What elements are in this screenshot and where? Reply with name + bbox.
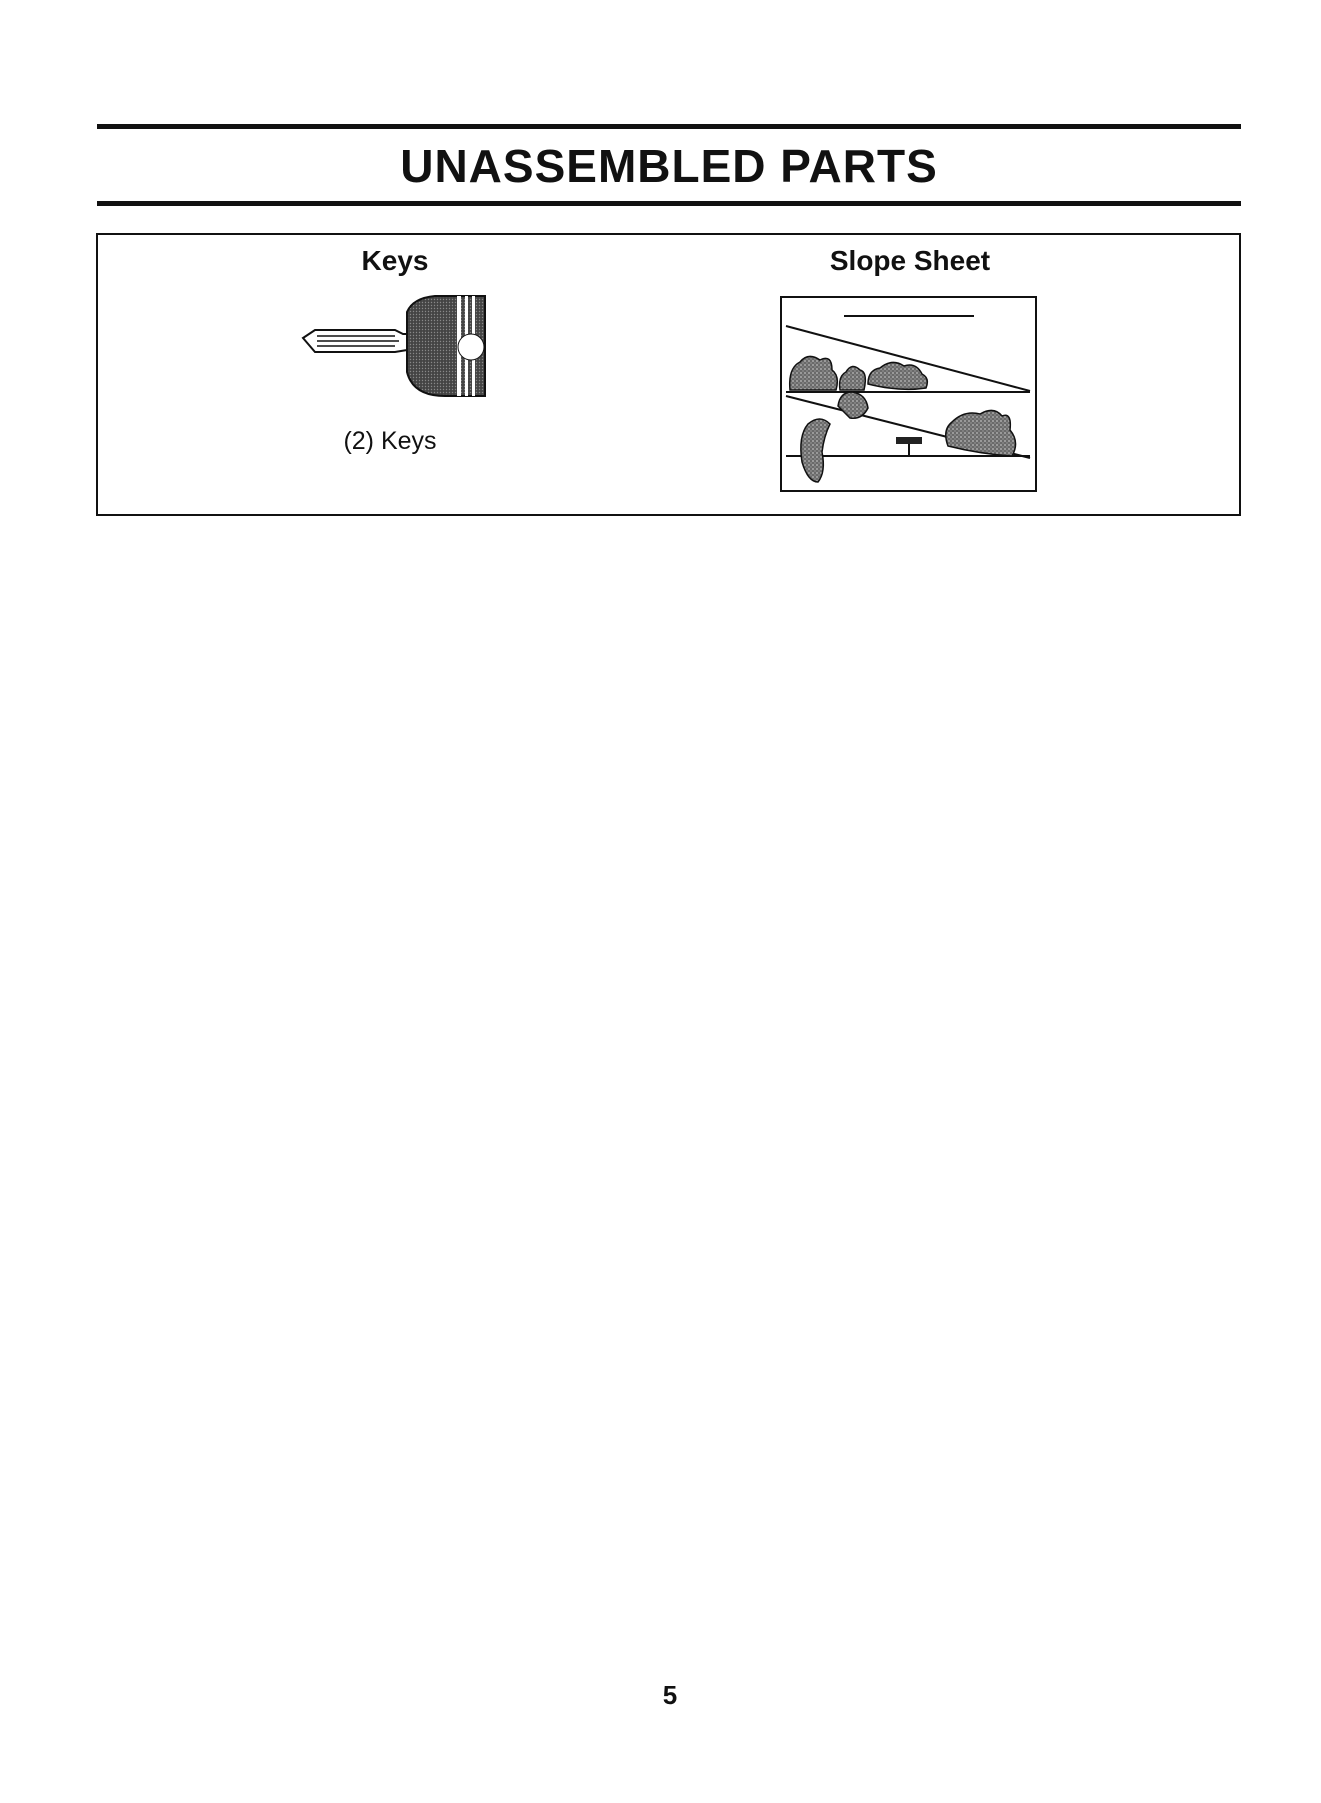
slope-sheet-illustration bbox=[780, 296, 1037, 492]
page-title: UNASSEMBLED PARTS bbox=[400, 140, 938, 192]
title-rule-top bbox=[97, 124, 1241, 129]
slope-sheet-heading: Slope Sheet bbox=[829, 245, 991, 276]
title-rule-bottom bbox=[97, 201, 1241, 206]
keys-heading: Keys bbox=[361, 245, 429, 276]
page-number: 5 bbox=[662, 1680, 678, 1710]
ignition-key-icon bbox=[295, 292, 490, 404]
parts-box bbox=[96, 233, 1241, 516]
keys-caption: (2) Keys bbox=[343, 427, 437, 455]
